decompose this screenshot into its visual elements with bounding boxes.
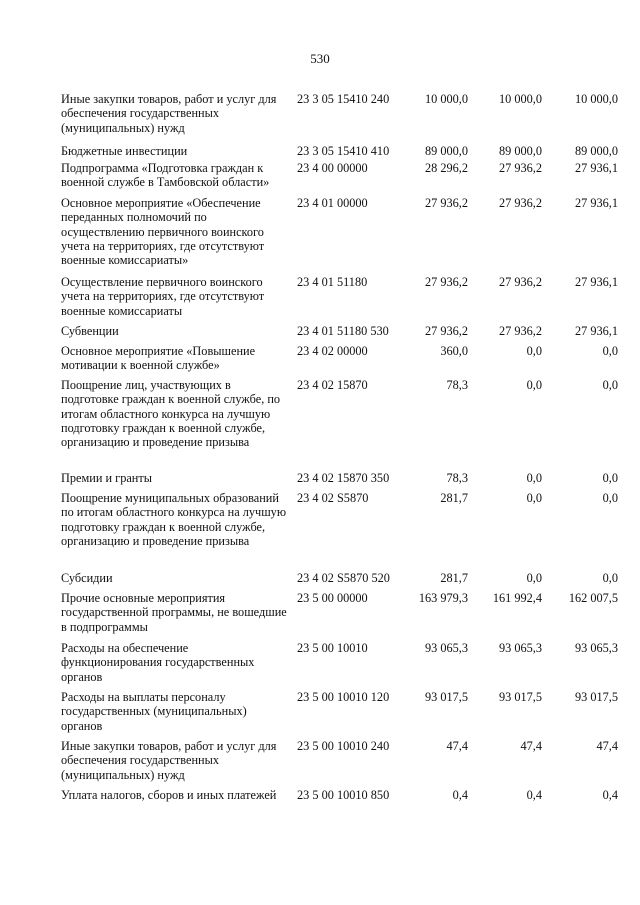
- row-value-2: 10 000,0: [498, 92, 542, 106]
- row-value-2: 0,0: [526, 471, 542, 485]
- row-code: 23 4 02 15870 350: [297, 471, 390, 485]
- row-code: 23 5 00 10010 120: [297, 690, 390, 704]
- row-value-1: 93 065,3: [424, 641, 468, 655]
- row-value-2: 93 065,3: [498, 641, 542, 655]
- row-value-3: 0,0: [602, 571, 618, 585]
- row-value-2: 27 936,2: [498, 196, 542, 210]
- row-name: Расходы на выплаты персоналу государственных (муниципальных) органов: [61, 690, 247, 733]
- row-code: 23 4 02 00000: [297, 344, 368, 358]
- row-code: 23 3 05 15410 410: [297, 144, 390, 158]
- row-value-3: 162 007,5: [568, 591, 618, 605]
- row-value-3: 93 065,3: [574, 641, 618, 655]
- row-value-2: 0,4: [526, 788, 542, 802]
- row-value-1: 78,3: [446, 378, 468, 392]
- row-code: 23 4 01 51180 530: [297, 324, 389, 338]
- row-value-1: 360,0: [440, 344, 468, 358]
- row-name: Основное мероприятие «Повышение мотивации к военной службе»: [61, 344, 256, 373]
- row-name: Бюджетные инвестиции: [61, 144, 188, 158]
- row-name: Основное мероприятие «Обеспечение переданных полномочий по осуществлению первичного воинского учета на территориях, где отсутствуют военные комиссариаты»: [61, 196, 265, 268]
- row-value-2: 0,0: [526, 491, 542, 505]
- row-code: 23 4 01 00000: [297, 196, 368, 210]
- row-value-1: 27 936,2: [424, 275, 468, 289]
- row-value-1: 163 979,3: [418, 591, 468, 605]
- row-value-2: 47,4: [520, 739, 542, 753]
- row-name: Осуществление первичного воинского учета на территориях, где отсутствуют военные комиссариаты: [61, 275, 265, 318]
- row-code: 23 5 00 10010 240: [297, 739, 390, 753]
- row-code: 23 3 05 15410 240: [297, 92, 390, 106]
- row-value-2: 0,0: [526, 344, 542, 358]
- row-value-3: 0,0: [602, 378, 618, 392]
- row-value-2: 27 936,2: [498, 275, 542, 289]
- row-value-2: 89 000,0: [498, 144, 542, 158]
- row-value-3: 0,0: [602, 491, 618, 505]
- row-code: 23 4 00 00000: [297, 161, 368, 175]
- page-number: 530: [310, 51, 330, 66]
- row-name: Поощрение муниципальных образований по итогам областного конкурса на лучшую подготовку граждан к военной службе, организацию и проведение призыва: [61, 491, 287, 548]
- row-name: Субвенции: [61, 324, 119, 338]
- row-value-1: 10 000,0: [424, 92, 468, 106]
- row-value-3: 47,4: [596, 739, 618, 753]
- row-code: 23 4 02 S5870: [297, 491, 369, 505]
- row-value-1: 27 936,2: [424, 196, 468, 210]
- row-code: 23 4 02 15870: [297, 378, 368, 392]
- row-name: Поощрение лиц, участвующих в подготовке граждан к военной службе, по итогам областного конкурса на лучшую подготовку граждан к военной службе, организацию и проведение призыва: [61, 378, 281, 450]
- row-value-3: 27 936,1: [574, 196, 618, 210]
- row-name: Иные закупки товаров, работ и услуг для обеспечения государственных (муниципальных) нужд: [61, 92, 277, 135]
- row-value-3: 89 000,0: [574, 144, 618, 158]
- row-value-2: 0,0: [526, 571, 542, 585]
- row-name: Расходы на обеспечение функционирования государственных органов: [61, 641, 255, 684]
- row-value-3: 27 936,1: [574, 324, 618, 338]
- row-value-2: 27 936,2: [498, 161, 542, 175]
- row-value-1: 78,3: [446, 471, 468, 485]
- row-code: 23 5 00 10010: [297, 641, 368, 655]
- row-name: Уплата налогов, сборов и иных платежей: [61, 788, 277, 802]
- row-code: 23 5 00 00000: [297, 591, 368, 605]
- row-value-3: 27 936,1: [574, 161, 618, 175]
- row-value-3: 27 936,1: [574, 275, 618, 289]
- row-code: 23 5 00 10010 850: [297, 788, 390, 802]
- row-value-1: 281,7: [440, 571, 468, 585]
- row-value-1: 27 936,2: [424, 324, 468, 338]
- row-name: Подпрограмма «Подготовка граждан к военной службе в Тамбовской области»: [61, 161, 270, 190]
- row-name: Иные закупки товаров, работ и услуг для обеспечения государственных (муниципальных) нужд: [61, 739, 277, 782]
- row-value-1: 0,4: [452, 788, 468, 802]
- row-value-2: 0,0: [526, 378, 542, 392]
- row-code: 23 4 01 51180: [297, 275, 368, 289]
- row-code: 23 4 02 S5870 520: [297, 571, 390, 585]
- row-name: Прочие основные мероприятия государственной программы, не вошедшие в подпрограммы: [61, 591, 287, 634]
- row-value-3: 93 017,5: [574, 690, 618, 704]
- row-value-3: 0,0: [602, 344, 618, 358]
- row-value-3: 0,4: [602, 788, 618, 802]
- row-value-2: 93 017,5: [498, 690, 542, 704]
- row-value-1: 281,7: [440, 491, 468, 505]
- row-name: Субсидии: [61, 571, 113, 585]
- row-value-1: 93 017,5: [424, 690, 468, 704]
- row-value-1: 28 296,2: [424, 161, 468, 175]
- row-value-2: 161 992,4: [492, 591, 542, 605]
- row-value-3: 10 000,0: [574, 92, 618, 106]
- row-value-2: 27 936,2: [498, 324, 542, 338]
- row-value-3: 0,0: [602, 471, 618, 485]
- row-name: Премии и гранты: [61, 471, 153, 485]
- row-value-1: 89 000,0: [424, 144, 468, 158]
- row-value-1: 47,4: [446, 739, 468, 753]
